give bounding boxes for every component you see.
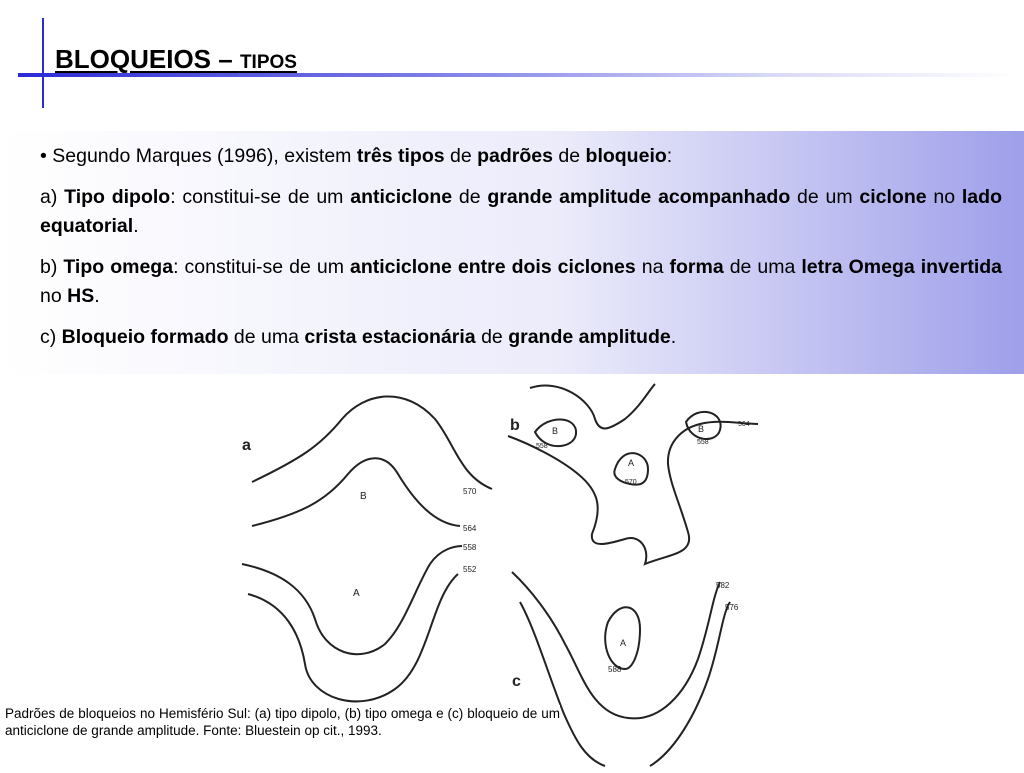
slide-body — [40, 142, 1002, 364]
panel-a-label-558: 558 — [463, 543, 477, 552]
panel-c-label-582: 582 — [716, 581, 730, 590]
slide-title: BLOQUEIOS – TIPOS — [55, 44, 297, 74]
contour-c-576 — [520, 602, 730, 766]
panel-a-letter: a — [242, 437, 251, 454]
panel-c-label-576: 576 — [725, 603, 739, 612]
panel-c-letter: c — [512, 673, 521, 690]
panel-a-label-552: 552 — [463, 565, 477, 574]
panel-b-label-558-left: 558 — [536, 443, 548, 450]
panel-a-label-564: 564 — [463, 524, 477, 533]
item-b-omega: b) Tipo omega: constitui-se de um anticiclone entre dois ciclones na forma de uma letra Omega invertida no HS. — [40, 256, 1002, 307]
panel-b-label-b-left: B — [552, 426, 559, 436]
contour-a-558 — [242, 546, 462, 654]
contour-c-582 — [512, 572, 720, 718]
panel-c-label-a: A — [620, 638, 627, 648]
panel-b-label-564: 564 — [738, 421, 750, 428]
title-vertical-rule — [42, 18, 44, 108]
figure-caption: Padrões de bloqueios no Hemisfério Sul: (a) tipo dipolo, (b) tipo omega e (c) bloqueio de um anticiclone de grande amplitude. Fonte: Bluestein op cit., 1993. — [5, 706, 560, 738]
panel-b-label-a: A — [628, 458, 635, 468]
panel-b-letter: b — [510, 417, 520, 434]
panel-b-label-570: 570 — [625, 479, 637, 486]
intro-paragraph: • Segundo Marques (1996), existem três tipos de padrões de bloqueio: — [40, 145, 673, 167]
panel-a-label-a: A — [353, 588, 360, 599]
panel-b-label-b-right: B — [698, 424, 705, 434]
panel-a-label-b: B — [360, 491, 367, 502]
item-a-dipolo: a) Tipo dipolo: constitui-se de um anticiclone de grande amplitude acompanhado de um ciclone no lado equatorial. — [40, 186, 1002, 237]
item-c-crista: c) Bloqueio formado de uma crista estacionária de grande amplitude. — [40, 326, 677, 348]
panel-a-label-570: 570 — [463, 487, 477, 496]
panel-c-label-588: 588 — [608, 665, 622, 674]
contour-a-564 — [252, 458, 460, 526]
panel-b-label-558-right: 558 — [697, 439, 709, 446]
contour-a-570 — [252, 396, 492, 489]
